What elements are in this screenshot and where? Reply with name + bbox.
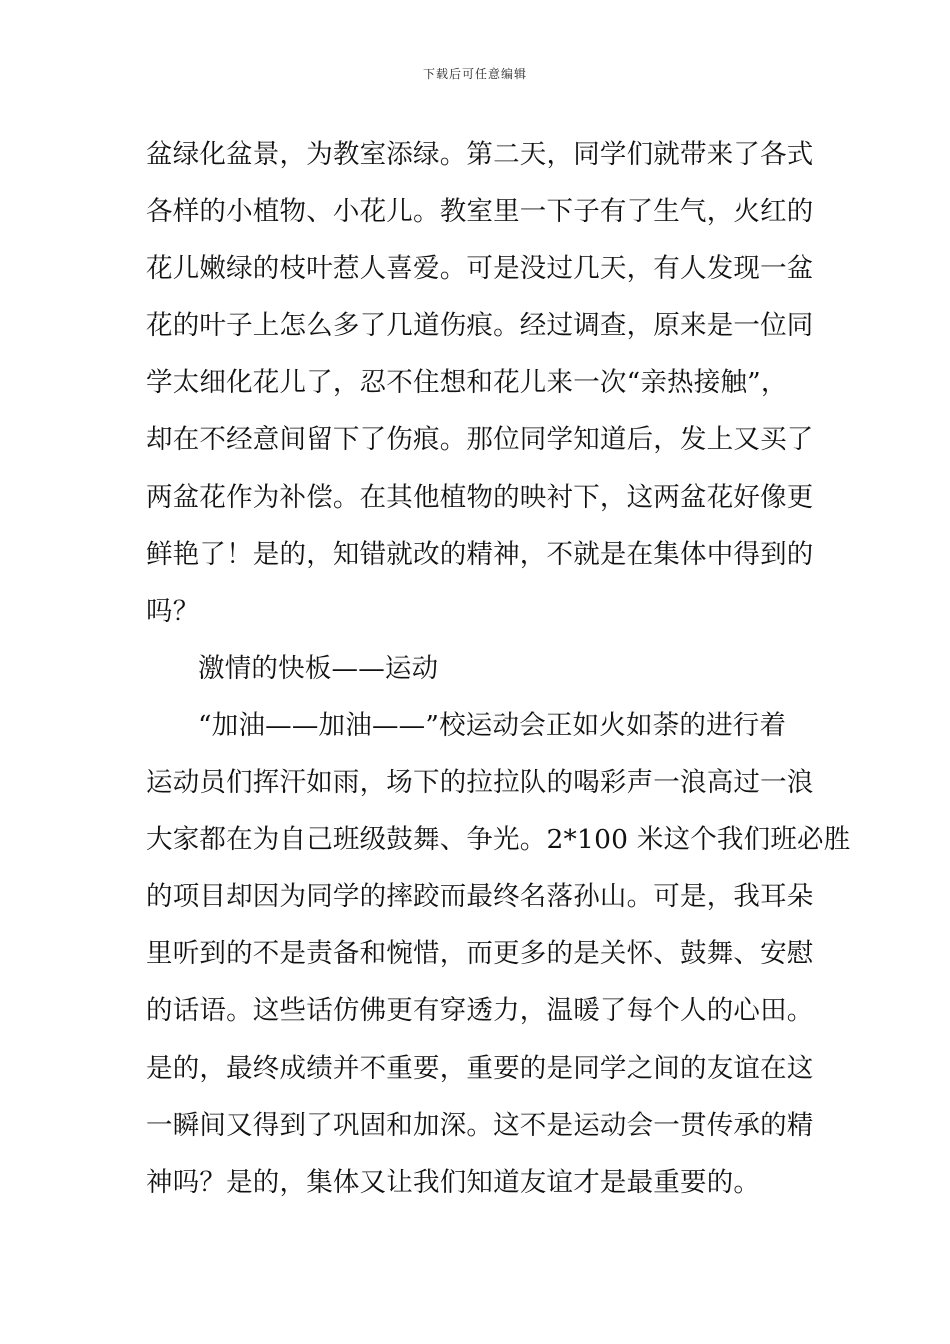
paragraph-line: 花儿嫩绿的枝叶惹人喜爱。可是没过几天，有人发现一盆 [146, 253, 814, 285]
paragraph-line: 一瞬间又得到了巩固和加深。这不是运动会一贯传承的精 [146, 1109, 814, 1141]
paragraph-line: 鲜艳了！是的，知错就改的精神，不就是在集体中得到的 [146, 538, 814, 570]
paragraph-line: 花的叶子上怎么多了几道伤痕。经过调查，原来是一位同 [146, 310, 814, 342]
paragraph-line: “加油——加油——”校运动会正如火如荼的进行着 [198, 709, 787, 741]
paragraph-line: 运动员们挥汗如雨，场下的拉拉队的喝彩声一浪高过一浪 [146, 767, 814, 799]
paragraph-line: 两盆花作为补偿。在其他植物的映衬下，这两盆花好像更 [146, 481, 814, 513]
page-header-note: 下载后可任意编辑 [422, 67, 527, 81]
paragraph-line: 是的，最终成绩并不重要，重要的是同学之间的友谊在这 [146, 1052, 814, 1084]
paragraph-line: 的话语。这些话仿佛更有穿透力，温暖了每个人的心田。 [146, 995, 814, 1027]
paragraph-line: 各样的小植物、小花儿。教室里一下子有了生气，火红的 [146, 196, 814, 228]
paragraph-line: 盆绿化盆景，为教室添绿。第二天，同学们就带来了各式 [146, 139, 814, 170]
paragraph-line: 的项目却因为同学的摔跤而最终名落孙山。可是，我耳朵 [146, 881, 814, 913]
paragraph-line: 吗？ [146, 595, 200, 627]
document-body [146, 126, 851, 1211]
paragraph-line: 大家都在为自己班级鼓舞、争光。2*100 米这个我们班必胜 [146, 824, 851, 856]
section-heading: 激情的快板——运动 [198, 652, 439, 684]
paragraph-line: 里听到的不是责备和惋惜，而更多的是关怀、鼓舞、安慰 [146, 938, 814, 970]
paragraph-line: 学太细化花儿了，忍不住想和花儿来一次“亲热接触”， [146, 367, 788, 399]
paragraph-line: 神吗？是的，集体又让我们知道友谊才是最重要的。 [146, 1166, 761, 1198]
paragraph-line: 却在不经意间留下了伤痕。那位同学知道后，发上又买了 [146, 424, 814, 456]
